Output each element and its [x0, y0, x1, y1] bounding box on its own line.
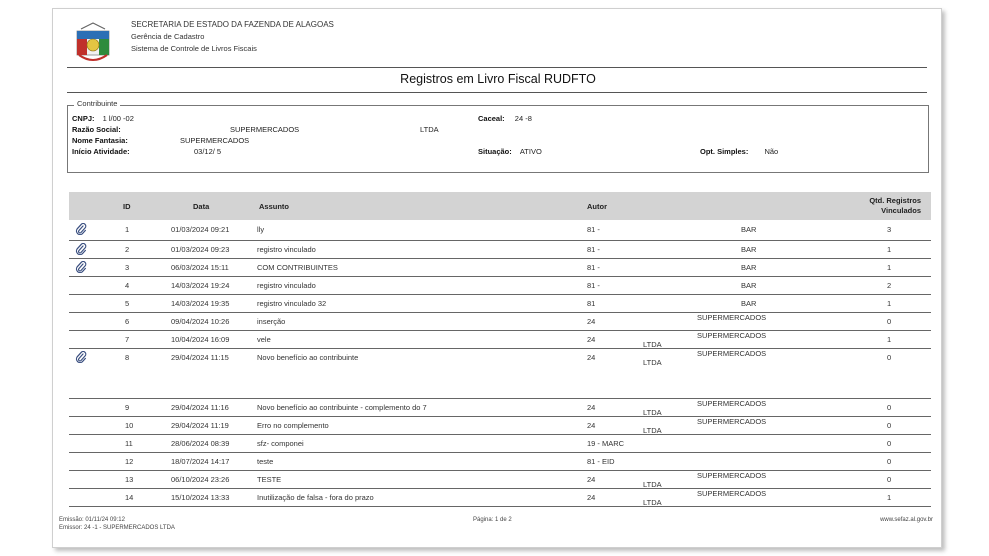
cell-id: 3: [125, 263, 130, 272]
cell-data: 29/04/2024 11:19: [171, 421, 229, 430]
cell-id: 14: [125, 493, 134, 502]
table-row[interactable]: [69, 489, 931, 507]
cell-data: 29/04/2024 11:16: [171, 403, 229, 412]
cell-autor-suffix: LTDA: [643, 358, 662, 367]
footer-pagina: Página: 1 de 2: [473, 517, 512, 523]
cell-data: 29/04/2024 11:15: [171, 353, 229, 362]
cell-assunto: COM CONTRIBUINTES: [257, 263, 338, 272]
cell-assunto: Inutilização de falsa - fora do prazo: [257, 493, 374, 502]
cell-autor-name: BAR: [741, 281, 757, 290]
opt-simples-label: Opt. Simples:: [700, 147, 749, 156]
cell-autor-name: SUPERMERCADOS: [697, 349, 767, 358]
cell-id: 12: [125, 457, 134, 466]
col-qtd-line1: Qtd. Registros: [869, 196, 921, 205]
cell-data: 10/04/2024 16:09: [171, 335, 230, 344]
cell-qtd: 3: [887, 225, 892, 234]
inicio-atividade-label: Início Atividade:: [72, 147, 130, 156]
cell-id: 9: [125, 403, 130, 412]
cell-assunto: teste: [257, 457, 274, 466]
table-row[interactable]: [69, 399, 931, 417]
cell-data: 14/03/2024 19:35: [171, 299, 230, 308]
cell-assunto: registro vinculado 32: [257, 299, 327, 308]
cell-qtd: 0: [887, 353, 892, 362]
nome-fantasia-value: SUPERMERCADOS: [180, 136, 250, 145]
opt-simples-field: [700, 147, 778, 156]
cell-autor-name: BAR: [741, 245, 757, 254]
cell-assunto: TESTE: [257, 475, 282, 484]
cell-autor: 24: [587, 335, 596, 344]
contribuinte-legend: Contribuinte: [74, 99, 120, 108]
cell-autor: 81 - EID: [587, 457, 615, 466]
cell-qtd: 0: [887, 403, 892, 412]
nome-fantasia-field: [72, 136, 128, 145]
report-header: [71, 15, 921, 71]
table-row[interactable]: [69, 221, 931, 241]
report-title: Registros em Livro Fiscal RUDFTO: [400, 72, 596, 86]
cell-autor: 24: [587, 475, 596, 484]
cell-assunto: vele: [257, 335, 271, 344]
cell-id: 2: [125, 245, 130, 254]
table-row[interactable]: [69, 331, 931, 349]
cell-autor: 24: [587, 317, 596, 326]
cell-autor-suffix: LTDA: [643, 480, 662, 489]
cell-data: 18/07/2024 14:17: [171, 457, 230, 466]
cnpj-field: [72, 114, 134, 123]
cell-autor: 81 -: [587, 245, 600, 254]
cell-qtd: 1: [887, 245, 892, 254]
cell-autor: 81 -: [587, 225, 600, 234]
col-id: ID: [123, 202, 131, 211]
cell-qtd: 0: [887, 457, 892, 466]
cell-assunto: lly: [257, 225, 265, 234]
cell-autor-name: SUPERMERCADOS: [697, 331, 767, 340]
cell-autor-name: SUPERMERCADOS: [697, 313, 767, 322]
inicio-atividade-value: 03/12/ 5: [194, 147, 222, 156]
nome-fantasia-label: Nome Fantasia:: [72, 136, 128, 145]
table-row[interactable]: [69, 417, 931, 435]
cell-id: 8: [125, 353, 130, 362]
col-assunto: Assunto: [259, 202, 289, 211]
contribuinte-box: [67, 99, 929, 173]
cell-assunto: inserção: [257, 317, 286, 326]
org-system: Sistema de Controle de Livros Fiscais: [131, 44, 257, 53]
cell-autor-name: SUPERMERCADOS: [697, 489, 767, 498]
state-coat-of-arms-icon: [71, 21, 115, 65]
situacao-label: Situação:: [478, 147, 512, 156]
table-row[interactable]: [69, 259, 931, 277]
cell-qtd: 1: [887, 299, 892, 308]
cell-qtd: 1: [887, 493, 892, 502]
cell-assunto: registro vinculado: [257, 245, 316, 254]
cell-qtd: 1: [887, 335, 892, 344]
cell-autor-name: SUPERMERCADOS: [697, 417, 767, 426]
table-row[interactable]: [69, 435, 931, 453]
opt-simples-value: Não: [764, 147, 779, 156]
situacao-field: [478, 147, 542, 156]
cell-autor: 19 - MARC: [587, 439, 625, 448]
cell-assunto: Novo benefício ao contribuinte: [257, 353, 359, 362]
col-qtd-registros: [869, 196, 921, 216]
cell-data: 06/03/2024 15:11: [171, 263, 229, 272]
cell-qtd: 0: [887, 439, 892, 448]
table-row[interactable]: [69, 313, 931, 331]
col-autor: Autor: [587, 202, 607, 211]
cell-autor-name: SUPERMERCADOS: [697, 399, 767, 408]
cell-id: 11: [125, 439, 133, 448]
col-qtd-line2: Vinculados: [881, 206, 921, 215]
paperclip-icon[interactable]: [75, 351, 87, 363]
cell-qtd: 0: [887, 421, 892, 430]
cell-qtd: 0: [887, 317, 892, 326]
caceal-field: [478, 114, 532, 123]
cell-autor-suffix: LTDA: [643, 408, 662, 417]
cell-id: 10: [125, 421, 134, 430]
cell-autor-name: BAR: [741, 263, 757, 272]
org-name: SECRETARIA DE ESTADO DA FAZENDA DE ALAGOAS: [131, 20, 334, 29]
table-row[interactable]: [69, 241, 931, 259]
report-page: [52, 8, 942, 548]
cell-autor-name: BAR: [741, 225, 757, 234]
paperclip-icon[interactable]: [75, 243, 87, 255]
cell-autor: 81 -: [587, 281, 600, 290]
cell-autor: 24: [587, 353, 596, 362]
situacao-value: ATIVO: [519, 147, 542, 156]
cell-autor: 24: [587, 403, 596, 412]
cell-autor: 24: [587, 493, 596, 502]
cell-id: 5: [125, 299, 130, 308]
cell-id: 6: [125, 317, 130, 326]
table-row[interactable]: [69, 277, 931, 295]
cell-assunto: sfz- componei: [257, 439, 304, 448]
cell-autor-name: SUPERMERCADOS: [697, 471, 767, 480]
table-row[interactable]: [69, 349, 931, 399]
header-divider-bottom: [67, 92, 927, 93]
caceal-value: 24 -8: [514, 114, 532, 123]
cell-autor-suffix: LTDA: [643, 340, 662, 349]
razao-social-suffix: LTDA: [420, 125, 439, 134]
cell-qtd: 2: [887, 281, 892, 290]
table-row[interactable]: [69, 471, 931, 489]
inicio-atividade-field: [72, 147, 130, 156]
org-department: Gerência de Cadastro: [131, 32, 205, 41]
footer-emissao: Emissão: 01/11/24 09:12: [59, 517, 125, 523]
footer-site: www.sefaz.al.gov.br: [880, 517, 933, 523]
cell-autor-name: BAR: [741, 299, 757, 308]
cnpj-value: 1 l/00 -02: [102, 114, 134, 123]
cell-assunto: Novo benefício ao contribuinte - complemento do 7: [257, 403, 427, 412]
cell-data: 06/10/2024 23:26: [171, 475, 230, 484]
cell-autor: 81: [587, 299, 596, 308]
paperclip-icon[interactable]: [75, 223, 87, 235]
razao-social-value: SUPERMERCADOS: [230, 125, 300, 134]
footer-emissor: Emissor: 24 -1 - SUPERMERCADOS LTDA: [59, 525, 175, 531]
caceal-label: Caceal:: [478, 114, 505, 123]
cell-autor: 81 -: [587, 263, 600, 272]
cell-data: 01/03/2024 09:23: [171, 245, 230, 254]
cell-id: 13: [125, 475, 134, 484]
cell-autor: 24: [587, 421, 596, 430]
cell-qtd: 0: [887, 475, 892, 484]
cell-autor-suffix: LTDA: [643, 498, 662, 507]
organization-info: [131, 19, 334, 55]
header-divider-top: [67, 67, 927, 68]
cell-assunto: registro vinculado: [257, 281, 316, 290]
cell-qtd: 1: [887, 263, 892, 272]
cell-data: 01/03/2024 09:21: [171, 225, 230, 234]
cell-id: 1: [125, 225, 130, 234]
cell-id: 4: [125, 281, 130, 290]
cell-autor-suffix: LTDA: [643, 426, 662, 435]
cell-assunto: Erro no complemento: [257, 421, 329, 430]
table-row[interactable]: [69, 295, 931, 313]
paperclip-icon[interactable]: [75, 261, 87, 273]
razao-social-label: Razão Social:: [72, 125, 121, 134]
cell-data: 09/04/2024 10:26: [171, 317, 230, 326]
razao-social-field: [72, 125, 121, 134]
cell-data: 15/10/2024 13:33: [171, 493, 230, 502]
table-header: [69, 192, 931, 220]
col-data: Data: [193, 202, 210, 211]
cnpj-label: CNPJ:: [72, 114, 95, 123]
cell-data: 14/03/2024 19:24: [171, 281, 230, 290]
table-row[interactable]: [69, 453, 931, 471]
cell-data: 28/06/2024 08:39: [171, 439, 230, 448]
cell-id: 7: [125, 335, 130, 344]
